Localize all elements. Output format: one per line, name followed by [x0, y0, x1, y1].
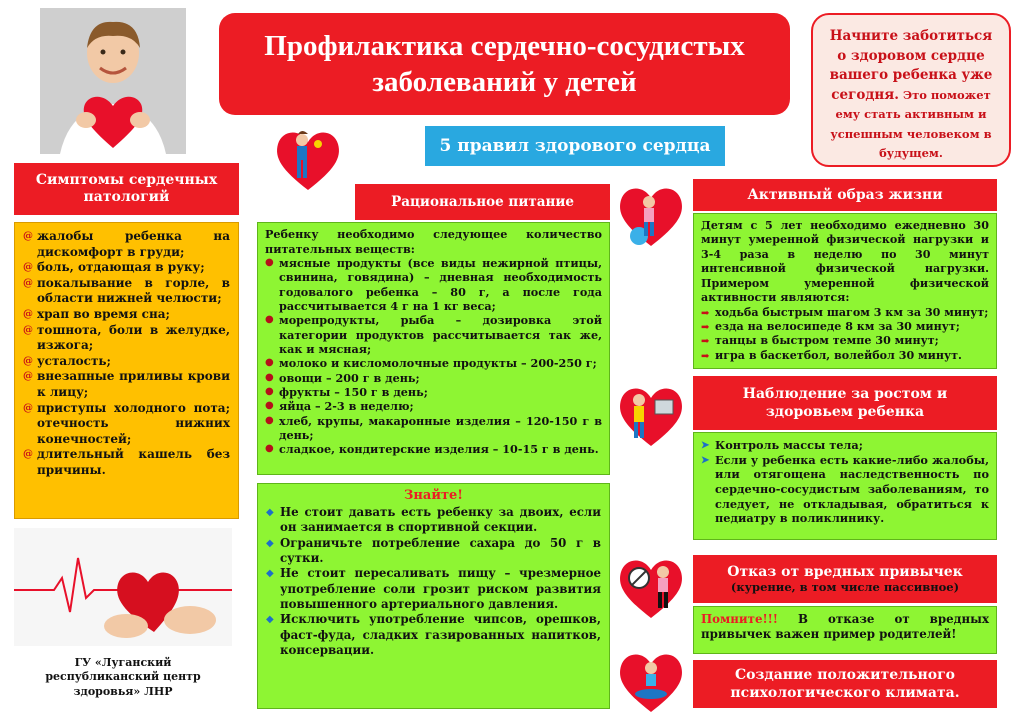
- monitoring-item-marker-icon: ➤: [701, 454, 710, 466]
- page-title: Профилактика сердечно-сосудистых заболеваний у детей: [264, 29, 745, 98]
- symptom-item-marker-icon: @: [23, 308, 33, 320]
- nutrition-item-text: овощи – 200 г в день;: [279, 370, 420, 385]
- nutrition-item-text: сладкое, кондитерские изделия – 10-15 г в день.: [279, 442, 599, 457]
- know-item-marker-icon: ◆: [266, 507, 274, 518]
- know-panel: [257, 483, 610, 709]
- monitoring-item-text: Контроль массы тела;: [715, 438, 863, 452]
- monitoring-title: Наблюдение за ростом и здоровьем ребенка: [742, 385, 948, 420]
- intro-rest: Это поможет ему стать активным и успешным человеком в будущем.: [830, 87, 992, 161]
- symptom-item-marker-icon: @: [23, 402, 33, 414]
- nutrition-title: Рациональное питание: [391, 194, 574, 210]
- monitoring-item-marker-icon: ➤: [701, 440, 710, 451]
- nutrition-item-text: фрукты – 150 г в день;: [279, 385, 428, 400]
- monitoring-panel: [693, 432, 997, 540]
- know-item-text: Не стоит давать есть ребенку за двоих, если он занимается в спортивной секции.: [280, 505, 601, 535]
- nutrition-item-text: морепродукты, рыба – дозировка этой категории продуктов рассчитывается так же, как и мясная;: [279, 313, 602, 357]
- symptom-item: [23, 307, 230, 323]
- active-title-box: [693, 179, 997, 211]
- symptoms-panel: [14, 222, 239, 519]
- symptom-item-text: храп во время сна;: [37, 306, 170, 321]
- nutrition-item-marker-icon: ●: [265, 357, 274, 369]
- nutrition-item: [265, 399, 602, 413]
- nutrition-item: [265, 385, 602, 399]
- know-item-marker-icon: ◆: [266, 614, 274, 626]
- rules-banner: [425, 126, 725, 166]
- symptom-item-text: внезапные приливы крови к лицу;: [37, 369, 230, 399]
- monitoring-item: [701, 453, 989, 526]
- monitoring-item-text: Если у ребенка есть какие-либо жалобы, или отягощена наследственность по сердечно-сосудистым заболеваниям, то следует, не откладывая, обратиться к педиатру в поликлинику.: [715, 452, 989, 526]
- activity-item-text: езда на велосипеде 8 км за 30 минут;: [715, 319, 960, 333]
- know-list: [266, 505, 601, 658]
- active-panel: [693, 213, 997, 369]
- symptom-item: [23, 323, 230, 354]
- symptoms-title: Симптомы сердечных патологий: [35, 172, 218, 205]
- activity-item: [701, 306, 989, 320]
- know-item: [266, 612, 601, 658]
- nutrition-item: [265, 256, 602, 313]
- symptom-item: [23, 260, 230, 276]
- symptom-item-marker-icon: @: [23, 277, 33, 289]
- nutrition-item-marker-icon: ●: [265, 314, 274, 326]
- nutrition-item-text: яйца – 2-3 в неделю;: [279, 399, 414, 414]
- nutrition-item: [265, 356, 602, 370]
- know-item-marker-icon: ◆: [266, 568, 274, 580]
- fitness-girl-heart-icon: [615, 180, 687, 252]
- know-item-text: Исключить употребление чипсов, орешков, фаст-фуда, сладких газированных напитков, консервации.: [280, 612, 601, 657]
- nutrition-item-marker-icon: ●: [265, 400, 274, 412]
- monitoring-title-box: [693, 376, 997, 430]
- nutrition-item-marker-icon: ●: [265, 371, 274, 383]
- nutrition-item-marker-icon: ●: [265, 386, 274, 398]
- activity-item: [701, 334, 989, 348]
- nutrition-item: [265, 414, 602, 443]
- symptom-item-text: покалывание в горле, в области нижней челюсти;: [37, 275, 230, 306]
- nutrition-lead: Ребенку необходимо следующее количество питательных веществ:: [265, 227, 602, 256]
- scale-girl-heart-icon: [615, 380, 687, 452]
- nutrition-item-marker-icon: ●: [265, 257, 274, 269]
- monitoring-list: [701, 438, 989, 526]
- nutrition-item: [265, 371, 602, 385]
- active-lead: Детям с 5 лет необходимо ежедневно 30 минут умеренной физической нагрузки и 3-4 раза в неделю по 30 минут интенсивной физической нагрузки. Примером умеренной физической активности являются:: [701, 219, 989, 305]
- know-item-text: Ограничьте потребление сахара до 50 г в сутки.: [280, 535, 601, 565]
- symptom-item-text: длительный кашель без причины.: [37, 447, 230, 477]
- monitoring-item: [701, 438, 989, 453]
- active-title: Активный образ жизни: [747, 187, 943, 203]
- intro-box: [811, 13, 1011, 167]
- girl-heart-icon: [272, 124, 344, 194]
- know-item: [266, 566, 601, 612]
- nutrition-panel: [257, 222, 610, 475]
- intro-main: Начните заботиться о здоровом сердце вашего ребенка уже сегодня.: [829, 28, 993, 103]
- activity-item-marker-icon: ➡: [701, 336, 710, 348]
- nutrition-item-text: мясные продукты (все виды нежирной птицы, свинина, говядина) – дневная необходимость годовалого ребенка – 80 г, а после года рассчитывается 4 г на 1 кг веса;: [279, 256, 602, 314]
- symptom-item-marker-icon: @: [23, 262, 33, 274]
- nutrition-item-marker-icon: ●: [265, 414, 274, 426]
- habits-subtitle: (курение, в том числе пассивное): [730, 580, 960, 594]
- symptom-item: [23, 401, 230, 448]
- symptom-item-text: боль, отдающая в руку;: [37, 260, 205, 275]
- symptom-item: [23, 447, 230, 478]
- activity-item: [701, 320, 989, 334]
- habits-panel: [693, 606, 997, 654]
- symptom-item-marker-icon: @: [23, 449, 33, 461]
- symptoms-title-box: [14, 163, 239, 215]
- symptom-item-marker-icon: @: [23, 324, 33, 336]
- symptom-item-marker-icon: @: [23, 231, 33, 242]
- boy-with-heart-photo: [40, 8, 186, 154]
- activity-item: [701, 349, 989, 363]
- know-item-marker-icon: ◆: [266, 537, 274, 549]
- symptom-item-text: усталость;: [37, 353, 111, 368]
- nutrition-item-text: молоко и кисломолочные продукты – 200-250 г;: [279, 356, 597, 371]
- boy-illustration: [40, 8, 186, 154]
- habits-title: Отказ от вредных привычек: [727, 564, 963, 580]
- no-smoking-heart-icon: [615, 552, 687, 624]
- page-title-box: [219, 13, 790, 115]
- symptoms-list: [23, 229, 230, 479]
- ecg-heart-photo: [14, 528, 232, 646]
- nutrition-item-marker-icon: ●: [265, 443, 274, 455]
- know-item-text: Не стоит пересаливать пищу – чрезмерное употребление соли грозит риском развития повышенного артериального давления.: [280, 566, 601, 611]
- activity-item-marker-icon: ➡: [701, 321, 710, 333]
- symptom-item-marker-icon: @: [23, 371, 33, 383]
- nutrition-item: [265, 313, 602, 356]
- yoga-girl-heart-icon: [615, 646, 687, 718]
- activity-item-text: игра в баскетбол, волейбол 30 минут.: [715, 348, 962, 362]
- nutrition-item: [265, 442, 602, 456]
- habits-remember: Помните!!!: [701, 612, 778, 626]
- activity-item-text: ходьба быстрым шагом 3 км за 30 минут;: [715, 305, 989, 319]
- symptom-item-text: приступы холодного пота; отечность нижних конечностей;: [37, 400, 230, 446]
- know-item: [266, 505, 601, 536]
- habits-title-box: [693, 555, 997, 603]
- activity-item-marker-icon: ➡: [701, 350, 710, 362]
- active-list: [701, 306, 989, 364]
- know-item: [266, 536, 601, 567]
- footer-text: ГУ «Луганский республиканский центр здоровья» ЛНР: [45, 656, 201, 698]
- rules-banner-text: 5 правил здорового сердца: [439, 136, 711, 156]
- nutrition-title-box: [355, 184, 610, 220]
- symptom-item-marker-icon: @: [23, 355, 33, 367]
- activity-item-marker-icon: ➡: [701, 307, 710, 319]
- symptom-item-text: тошнота, боли в желудке, изжога;: [37, 322, 230, 353]
- symptom-item-text: жалобы ребенка на дискомфорт в груди;: [37, 229, 230, 259]
- climate-title: Создание положительного психологического климата.: [730, 666, 960, 701]
- know-title: Знайте!: [404, 488, 463, 503]
- symptom-item: [23, 229, 230, 260]
- activity-item-text: танцы в быстром темпе 30 минут;: [715, 334, 939, 348]
- climate-title-box: [693, 660, 997, 708]
- nutrition-list: [265, 256, 602, 457]
- nutrition-item-text: хлеб, крупы, макаронные изделия – 120-150 г в день;: [279, 413, 602, 443]
- symptom-item: [23, 276, 230, 307]
- symptom-item: [23, 354, 230, 370]
- habits-text: В отказе от вредных привычек важен пример родителей!: [701, 612, 989, 642]
- footer-org: [28, 656, 218, 699]
- symptom-item: [23, 369, 230, 400]
